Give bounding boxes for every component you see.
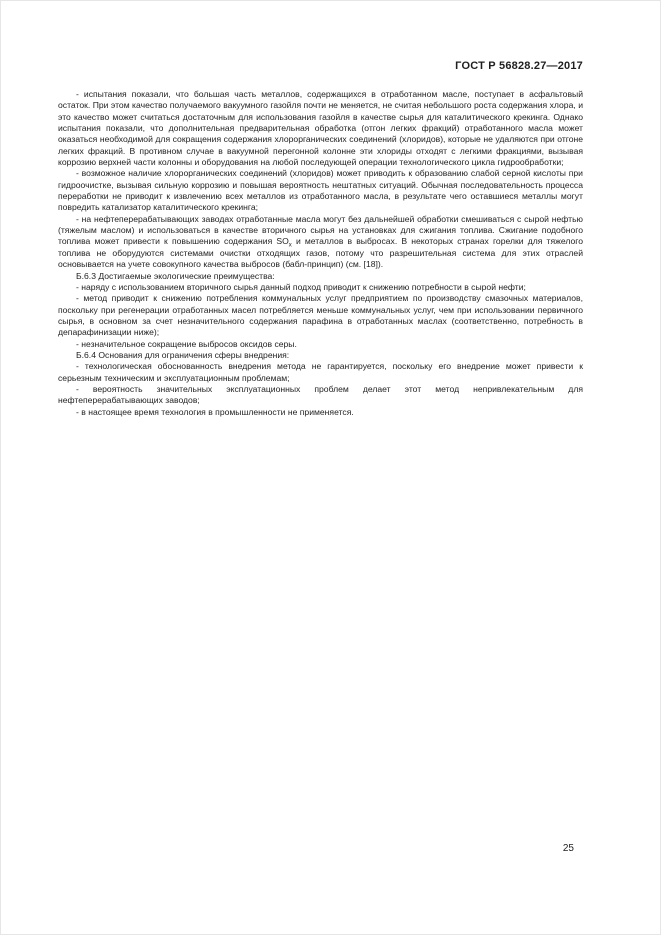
subscript: x (288, 243, 292, 250)
section-heading: Б.6.4 Основания для ограничения сферы внедрения: (76, 349, 290, 360)
paragraph: - метод приводит к снижению потребления коммунальных услуг предприятием по производству смазочных материалов, поскольку при регенерации отработанных масел потребляется меньше коммунальных услуг, чем при использовании первичного сырья, в основном за счет незначительного содержания парафина в отработанных маслах (соответственно, потребность в депарафинизации ниже); (58, 293, 583, 338)
paragraph-text: - на нефтеперерабатывающих заводах отработанные масла могут без дальнейшей обработки смешиваться с сырой нефтью (тяжелым маслом) и использоваться в качестве вторичного сырья на установках для сжигания топлива. Сжигание подобного топлива может привести к повышению содержания SO (58, 213, 583, 247)
document-code: ГОСТ Р 56828.27—2017 (455, 60, 583, 72)
paragraph: - незначительное сокращение выбросов оксидов серы. (76, 338, 297, 349)
document-body (58, 89, 583, 418)
paragraph: - испытания показали, что большая часть металлов, содержащихся в отработанном масле, поступает в асфальтовый остаток. При этом качество получаемого вакуумного газойля почти не меняется, не считая небольшого роста содержания хлора, и это качество может считаться достаточным для использования газойля в качестве сырья для каталитического крекинга. Однако испытания показали, что дополнительная предварительная обработка (отгон легких фракций) отработанного масла может оказаться необходимой для сокращения содержания хлорорганических соединений (хлоридов), которые не удаляются при отгоне легких фракций. В противном случае в вакуумной перегонной колонне эти хлориды отходят с легкими фракциями, вызывая коррозию верхней части колонны и оборудования на любой последующей операции технологического цикла гидрообработки; (58, 89, 583, 168)
section-heading: Б.6.3 Достигаемые экологические преимущества: (76, 270, 275, 281)
page-number: 25 (562, 843, 574, 854)
paragraph: - в настоящее время технология в промышленности не применяется. (76, 406, 354, 417)
paragraph: - наряду с использованием вторичного сырья данный подход приводит к снижению потребности в сырой нефти; (76, 281, 526, 292)
paragraph (58, 214, 583, 271)
paragraph: - возможное наличие хлорорганических соединений (хлоридов) может приводить к образованию слабой серной кислоты при гидроочистке, вызывая сильную коррозию и повышая вероятность нештатных ситуаций. Обычная последовательность процесса переработки не приводит к извлечению всех металлов из отработанного масла, в результате чего оставшиеся металлы могут повредить катализатор каталитического крекинга; (58, 168, 583, 213)
paragraph: - технологическая обоснованность внедрения метода не гарантируется, поскольку его внедрение может привести к серьезным техническим и эксплуатационным проблемам; (58, 361, 583, 383)
paragraph-text-tail: и металлов в выбросах. В некоторых странах горелки для тяжелого топлива не оборудуются системами очистки отходящих газов, потому что разрешительная система для этих отраслей основывается на учете совокупного качества выбросов (бабл-принцип) (см. [18]). (58, 236, 583, 270)
paragraph: - вероятность значительных эксплуатационных проблем делает этот метод непривлекательным для нефтеперерабатывающих заводов; (58, 383, 583, 406)
